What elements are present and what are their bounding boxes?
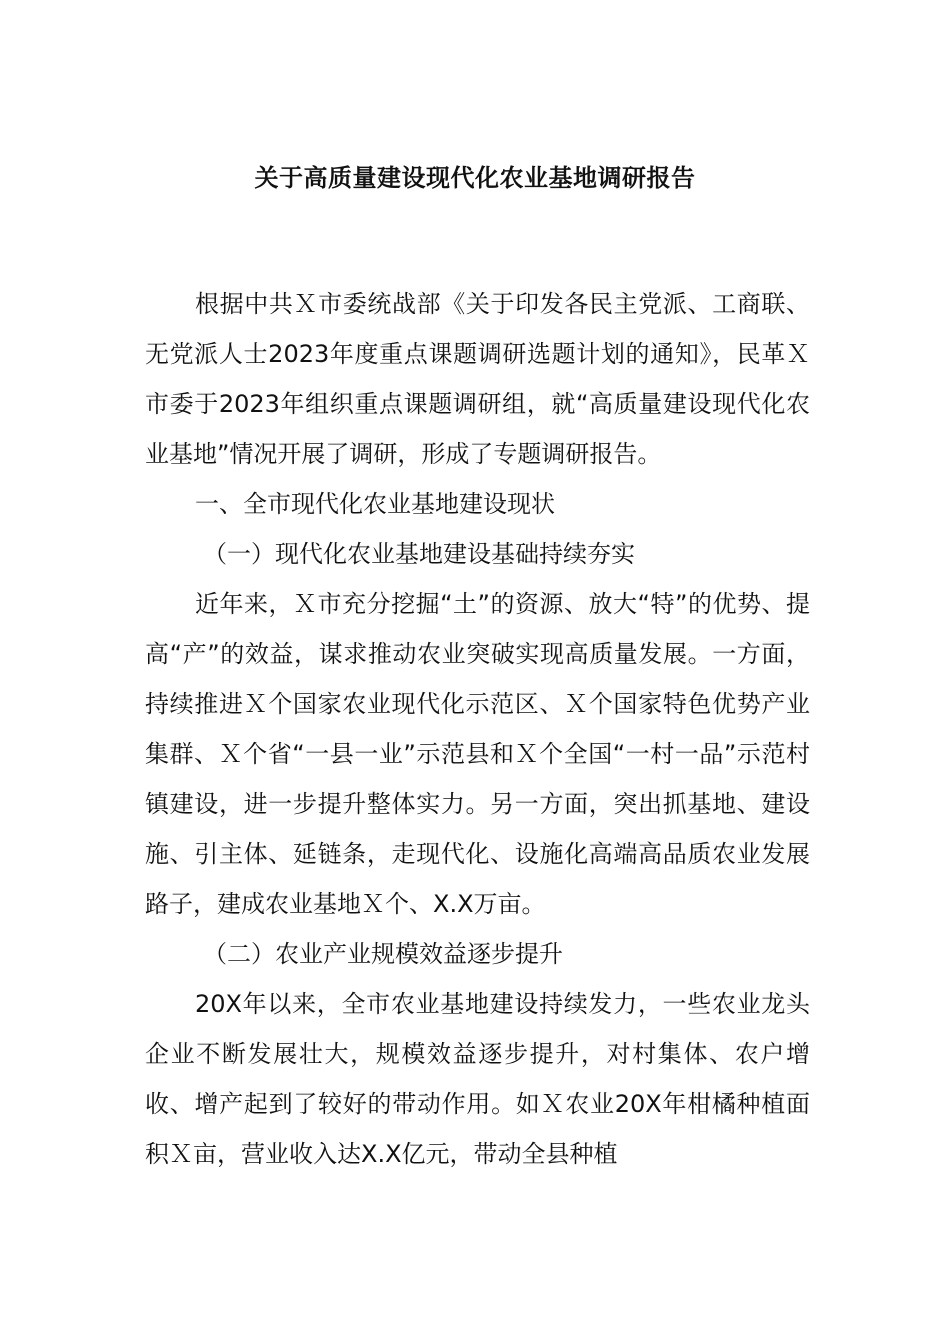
subsection-paragraph-2: 20X年以来，全市农业基地建设持续发力，一些农业龙头企业不断发展壮大，规模效益逐步提升，对村集体、农户增收、增产起到了较好的带动作用。如Ｘ农业20X年柑橘种植面积Ｘ亩，营业收入达X.X亿元，带动全县种植: [145, 990, 810, 1168]
intro-paragraph: 根据中共Ｘ市委统战部《关于印发各民主党派、工商联、无党派人士2023年度重点课题调研选题计划的通知》，民革Ｘ市委于2023年组织重点课题调研组，就“高质量建设现代化农业基地”情况开展了调研，形成了专题调研报告。: [145, 290, 810, 468]
section-heading-1: 一、全市现代化农业基地建设现状: [195, 490, 555, 518]
document-body: [145, 279, 810, 1179]
subsection-heading-2: （二）农业产业规模效益逐步提升: [203, 940, 563, 968]
subsection-heading-1: （一）现代化农业基地建设基础持续夯实: [203, 540, 635, 568]
subsection-paragraph-1: 近年来，Ｘ市充分挖掘“土”的资源、放大“特”的优势、提高“产”的效益，谋求推动农业突破实现高质量发展。一方面，持续推进Ｘ个国家农业现代化示范区、Ｘ个国家特色优势产业集群、Ｘ个省“一县一业”示范县和Ｘ个全国“一村一品”示范村镇建设，进一步提升整体实力。另一方面，突出抓基地、建设施、引主体、延链条，走现代化、设施化高端高品质农业发展路子，建成农业基地Ｘ个、X.X万亩。: [145, 590, 810, 918]
document-title: 关于高质量建设现代化农业基地调研报告: [254, 164, 696, 192]
